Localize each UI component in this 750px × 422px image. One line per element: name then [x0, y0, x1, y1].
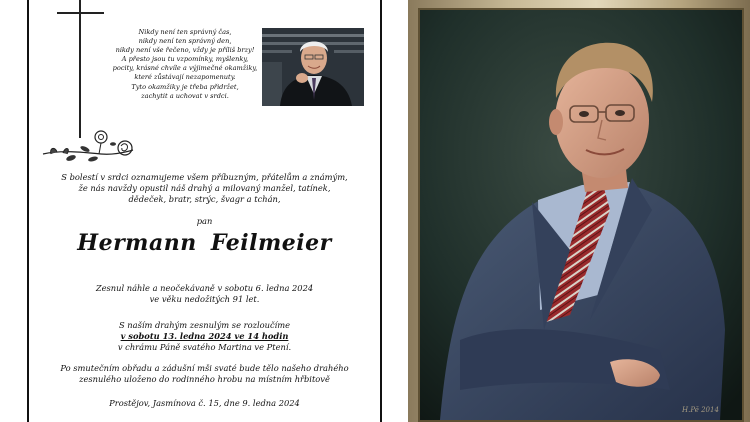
painter-signature: H.Pě 2014 [682, 406, 719, 414]
deceased-name: Hermann Feilmeier [77, 230, 332, 256]
poem-line: pocity, krásné chvíle a výjimečné okamžiky, [112, 64, 258, 73]
poem-line: nikdy není vše řečeno, vždy je příliš brzy! [115, 46, 255, 55]
announcement-line: dědeček, bratr, strýc, švagr a tchán, [128, 194, 281, 204]
death-info-line: ve věku nedožitých 91 let. [149, 294, 260, 304]
poem-line: nikdy není ten správný den, [138, 37, 232, 46]
burial-line: Po smutečním obřadu a zádušní mši svaté bude tělo našeho drahého [60, 363, 349, 373]
portrait-frame [408, 0, 750, 422]
death-info-line: Zesnul náhle a neočekávaně v sobotu 6. ledna 2024 [95, 283, 314, 293]
cross-bar [57, 12, 104, 14]
announcement [29, 172, 380, 205]
burial-line: zesnulého uloženo do rodinného hrobu na místním hřbitově [79, 374, 330, 384]
poem-line: které zůstávají nezapomenuty. [134, 73, 236, 82]
poem [105, 28, 265, 101]
burial-info [29, 363, 380, 385]
farewell-intro: S naším drahým zesnulým se rozloučíme [118, 320, 291, 330]
farewell-place: v chrámu Páně svatého Martina ve Ptení. [117, 342, 292, 352]
title-word: pan [196, 216, 213, 226]
obituary-notice [27, 0, 382, 422]
place-date: Prostějov, Jasmínova č. 15, dne 9. ledna 2024 [109, 398, 300, 408]
announcement-line: že nás navždy opustil náš drahý a milovaný manžel, tatínek, [78, 183, 331, 193]
poem-line: Tyto okamžiky je třeba přidržet, [131, 82, 239, 91]
announcement-line: S bolestí v srdci oznamujeme všem příbuzným, přátelům a známým, [61, 172, 348, 182]
painted-portrait [418, 8, 744, 422]
cross-icon [79, 0, 81, 138]
poem-line: A přesto jsou tu vzpomínky, myšlenky, [121, 55, 249, 64]
death-info [29, 283, 380, 305]
farewell-date: v sobotu 13. ledna 2024 ve 14 hodin [120, 331, 289, 341]
poem-line: zachytit a uchovat v srdci. [141, 91, 229, 100]
farewell-info [29, 320, 380, 353]
poem-line: Nikdy není ten správný čas, [138, 28, 232, 36]
flower-icon [41, 124, 136, 170]
deceased-photo [262, 28, 364, 106]
